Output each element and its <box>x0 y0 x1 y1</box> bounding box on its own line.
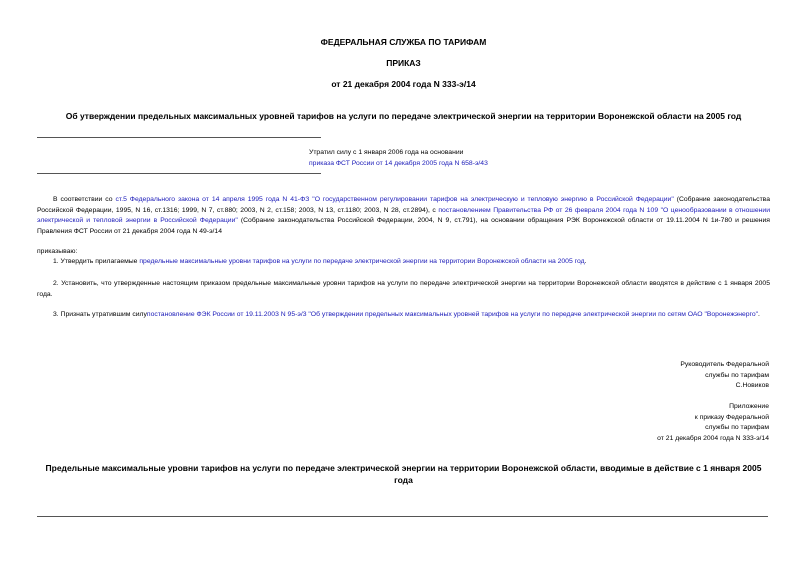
item-3 <box>37 310 770 321</box>
law-link[interactable]: ст.5 Федерального закона от 14 апреля 1995 года N 41-ФЗ "О государственном регулировании тарифов на электрическую и тепловую энергию в Российской Федерации" <box>115 196 674 203</box>
status-line: Утратил силу с 1 января 2006 года на основании <box>309 149 464 156</box>
signature-position: Руководитель Федеральной <box>680 361 769 368</box>
divider-bottom <box>37 516 768 517</box>
item-3-end: . <box>758 311 760 318</box>
item-1-end: . <box>584 258 587 265</box>
preamble-paragraph <box>37 195 770 237</box>
appendix-line-3: службы по тарифам <box>705 424 769 431</box>
signature-org: службы по тарифам <box>705 371 769 379</box>
divider-status <box>37 173 321 174</box>
item-1 <box>37 257 770 268</box>
fek-resolution-link[interactable]: постановление ФЭК России от 19.11.2003 N 95-э/3 "Об утверждении предельных максимальных уровней тарифов на услуги по передаче электрической энергии по сетям ОАО "Воронежэнерго" <box>146 311 759 318</box>
item-2: 2. Установить, что утвержденные настоящим приказом предельные максимальные уровни тарифов на услуги по передаче электрической энергии на территории Воронежской области вводятся в действие с 1 января 2005 года. <box>37 280 770 298</box>
appendix-block <box>469 402 769 444</box>
signature-block <box>469 360 769 392</box>
item-1-text: 1. Утвердить прилагаемые <box>53 258 140 265</box>
status-link[interactable]: приказа ФСТ России от 14 декабря 2005 года N 658-э/43 <box>309 159 488 167</box>
status-note <box>309 148 609 169</box>
document-title: Об утверждении предельных максимальных уровней тарифов на услуги по передаче электрической энергии на территории Воронежской области на 2005 год <box>65 111 742 121</box>
document-type: ПРИКАЗ <box>386 58 421 68</box>
appendix-label: Приложение <box>729 403 769 410</box>
agency-name: ФЕДЕРАЛЬНАЯ СЛУЖБА ПО ТАРИФАМ <box>320 37 487 47</box>
tariff-levels-link[interactable]: предельные максимальные уровни тарифов на услуги по передаче электрической энергии на территории Воронежской области на 2005 год <box>139 258 585 265</box>
order-word: приказываю: <box>37 248 78 255</box>
preamble-text-1: В соответствии со <box>53 196 116 203</box>
document-date-number: от 21 декабря 2004 года N 333-э/14 <box>331 79 476 89</box>
appendix-line-4: от 21 декабря 2004 года N 333-э/14 <box>657 434 769 442</box>
appendix-title: Предельные максимальные уровни тарифов на услуги по передаче электрической энергии на территории Воронежской области, вводимые в действие с 1 января 2005 года <box>45 463 762 485</box>
decree-link[interactable]: постановлением Правительства РФ от 26 февраля 2004 года N 109 "О ценообразовании в отношении электрической и тепловой энергии в Российской Федерации" <box>37 206 770 225</box>
appendix-line-2: к приказу Федеральной <box>694 413 769 421</box>
preamble-text-2: (Собрание законодательства Российской Федерации, 1995, N 16, ст.1316; 1999, N 7, ст.880; 2003, N 2, ст.158; 2003, N 13, ст.1180; 2003, N 28, ст.2894), с <box>37 196 770 214</box>
item-3-text: 3. Признать утратившим силу <box>53 311 147 318</box>
preamble-text-3: (Собрание законодательства Российской Федерации, 2004, N 9, ст.791), на основании обращения РЭК Воронежской области от 19.11.2004 N 1и-780 и решения Правления ФСТ России от 21 декабря 2004 года N 49-э/14 <box>37 217 770 235</box>
divider-top <box>37 137 321 138</box>
signature-name: С.Новиков <box>735 382 769 389</box>
